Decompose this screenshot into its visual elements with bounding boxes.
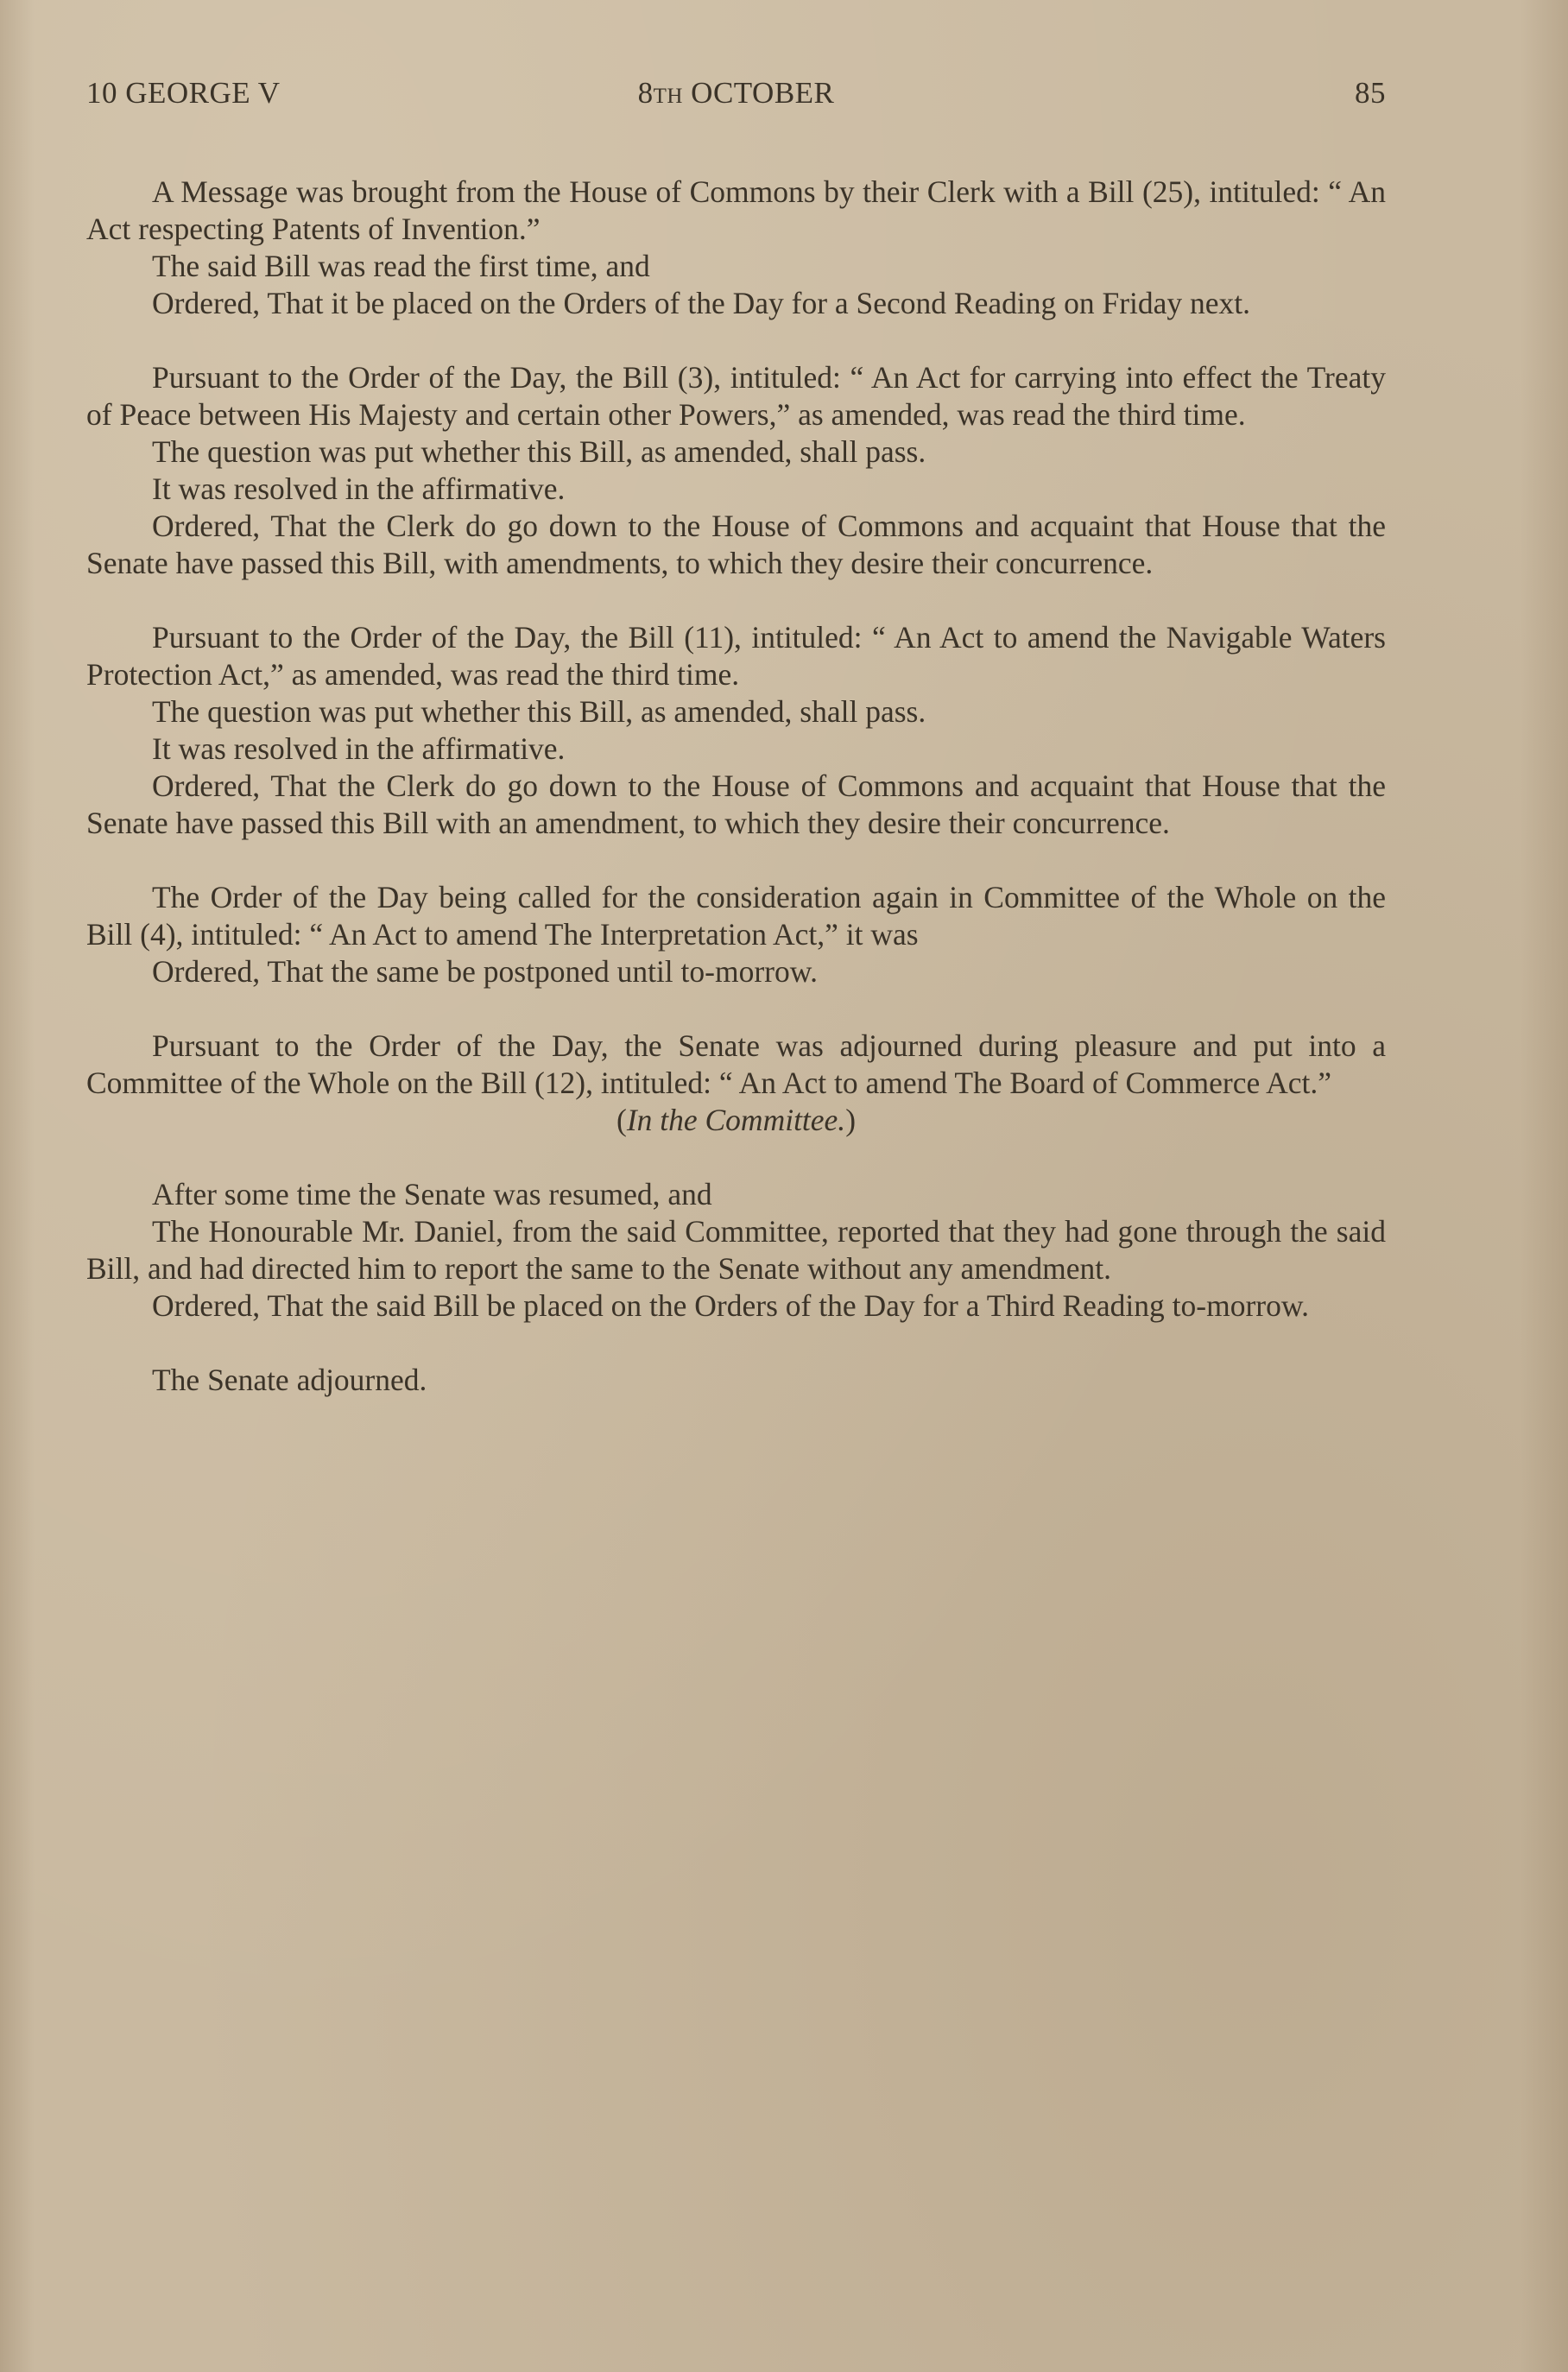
document-page (86, 0, 1386, 2372)
paragraph: Ordered, That it be placed on the Orders of the Day for a Second Reading on Friday next. (152, 286, 1251, 320)
entry-message-bill-25 (86, 174, 1386, 322)
entry-bill-3-third-reading (86, 359, 1386, 582)
paragraph: Ordered, That the Clerk do go down to the House of Commons and acquaint that House that the Senate have passed this Bill, with amendments, to which they desire their concurrence. (86, 509, 1386, 580)
paragraph: It was resolved in the affirmative. (152, 471, 566, 506)
journal-body (86, 174, 1386, 1399)
paragraph: The Honourable Mr. Daniel, from the said Committee, reported that they had gone through the said Bill, and had directed him to report the same to the Senate without any amendment. (86, 1214, 1386, 1286)
paragraph: After some time the Senate was resumed, and (152, 1177, 712, 1211)
entry-bill-12-committee (86, 1028, 1386, 1139)
running-head (86, 76, 1386, 114)
paragraph: Ordered, That the Clerk do go down to the House of Commons and acquaint that House that the Senate have passed this Bill with an amendment, to which they desire their concurrence. (86, 769, 1386, 840)
paragraph: The question was put whether this Bill, as amended, shall pass. (152, 434, 926, 469)
paragraph: The Order of the Day being called for the consideration again in Committee of the Whole on the Bill (4), intituled: “ An Act to amend The Interpretation Act,” it was (86, 880, 1386, 952)
paragraph: Pursuant to the Order of the Day, the Bill (3), intituled: “ An Act for carrying into effect the Treaty of Peace between His Majesty and certain other Powers,” as amended, was read the third time. (86, 360, 1386, 432)
page-number: 85 (1355, 76, 1386, 110)
paragraph: A Message was brought from the House of Commons by their Clerk with a Bill (25), intituled: “ An Act respecting Patents of Invention.” (86, 174, 1386, 246)
committee-heading-text: In the Committee. (626, 1103, 846, 1137)
paragraph: The question was put whether this Bill, as amended, shall pass. (152, 694, 926, 729)
paragraph: Ordered, That the said Bill be placed on the Orders of the Day for a Third Reading to-morrow. (152, 1288, 1310, 1323)
committee-heading: (In the Committee.) (616, 1103, 857, 1137)
header-month: OCTOBER (691, 76, 835, 110)
paragraph: Pursuant to the Order of the Day, the Senate was adjourned during pleasure and put into a Committee of the Whole on the Bill (12), intituled: “ An Act to amend The Board of Commerce Act.” (86, 1028, 1386, 1100)
entry-committee-report (86, 1176, 1386, 1325)
paragraph: It was resolved in the affirmative. (152, 731, 566, 766)
paragraph: The said Bill was read the first time, and (152, 249, 650, 283)
entry-bill-4-postponed (86, 879, 1386, 990)
paragraph: The Senate adjourned. (152, 1363, 427, 1397)
entry-bill-11-third-reading (86, 619, 1386, 842)
paragraph: Ordered, That the same be postponed until to-morrow. (152, 954, 818, 989)
entry-adjournment (86, 1362, 1386, 1399)
header-day: 8th (637, 76, 683, 110)
header-regnal-year: 10 GEORGE V (86, 76, 281, 110)
header-date (86, 76, 1386, 111)
paragraph: Pursuant to the Order of the Day, the Bill (11), intituled: “ An Act to amend the Navigable Waters Protection Act,” as amended, was read the third time. (86, 620, 1386, 692)
